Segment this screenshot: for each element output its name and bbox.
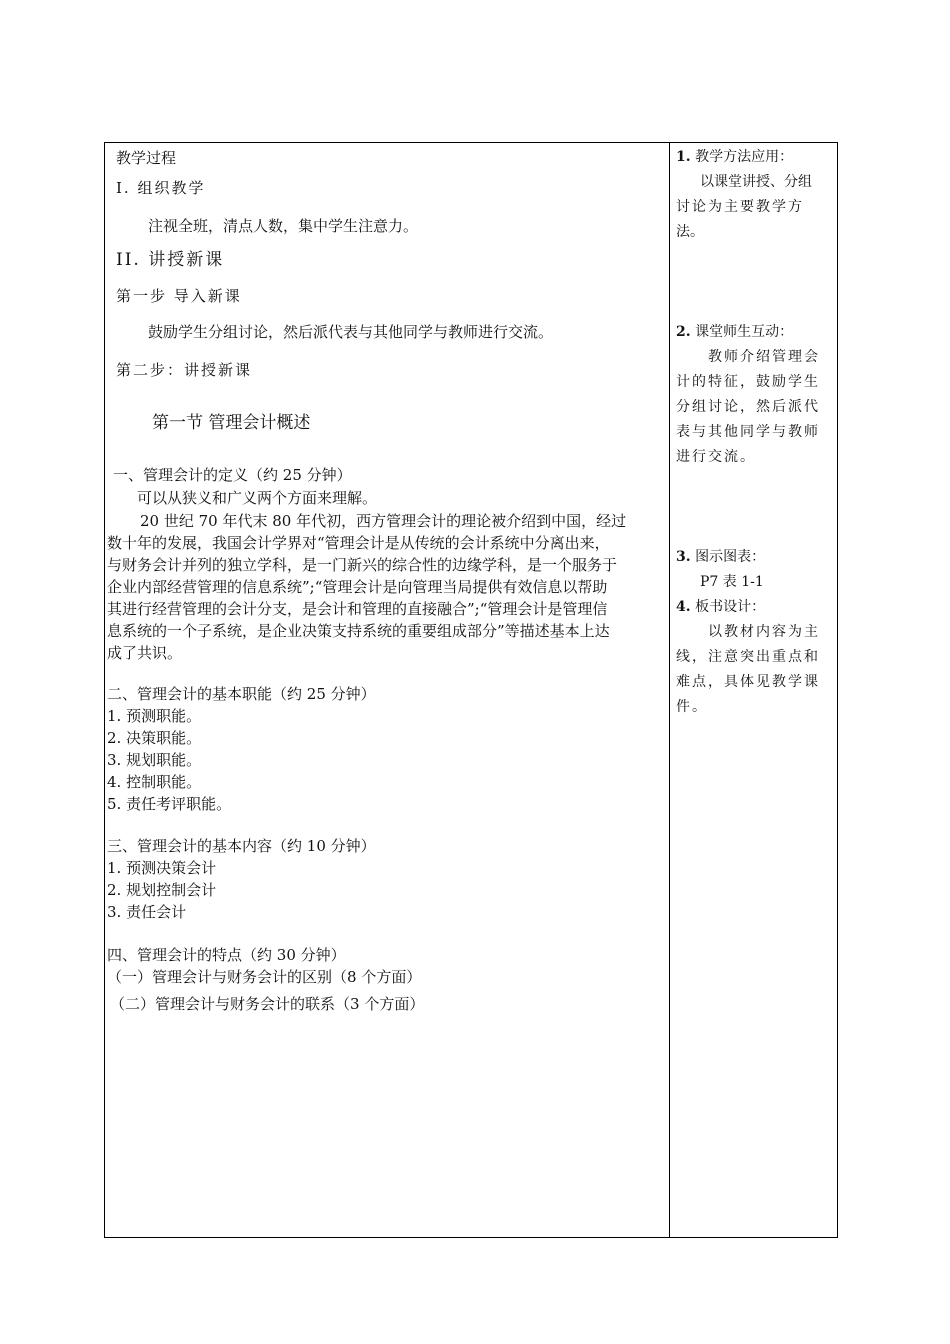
note-2-heading: [676, 320, 793, 345]
note-4-line: 件。: [676, 699, 708, 715]
function-item: 2. 决策职能。: [107, 729, 202, 747]
features-item: （二）管理会计与财务会计的联系（3 个方面）: [110, 995, 425, 1013]
note-2-line: 进行交流。: [676, 449, 756, 465]
definition-line: 数十年的发展，我国会计学界对“管理会计是从传统的会计系统中分离出来，: [107, 534, 610, 552]
note-1-line: 以课堂讲授、分组: [700, 174, 812, 190]
definition-line: 20 世纪 70 年代末 80 年代初，西方管理会计的理论被介绍到中国，经过: [140, 512, 627, 530]
note-4-title: 板书设计：: [695, 599, 766, 615]
features-title: 四、管理会计的特点（约 30 分钟）: [107, 946, 346, 964]
note-4-heading: [676, 595, 765, 620]
note-1-title: 教学方法应用：: [695, 149, 794, 165]
note-2-title: 课堂师生互动：: [695, 324, 794, 340]
functions-title: 二、管理会计的基本职能（约 25 分钟）: [107, 685, 376, 703]
content-title: 三、管理会计的基本内容（约 10 分钟）: [107, 837, 376, 855]
features-item: （一）管理会计与财务会计的区别（8 个方面）: [107, 968, 422, 986]
function-item: 5. 责任考评职能。: [107, 795, 232, 813]
note-number: 1.: [676, 149, 691, 165]
section-2-title: II. 讲授新课: [116, 250, 225, 270]
step-2-title: 第二步：讲授新课: [116, 361, 253, 379]
content-item: 1. 预测决策会计: [107, 859, 217, 877]
note-3-line: P7 表 1-1: [700, 574, 764, 590]
note-3-title: 图示图表：: [695, 549, 766, 565]
note-4-line: 以教材内容为主: [708, 624, 820, 640]
note-2-line: 计的特征，鼓励学生: [676, 374, 820, 390]
note-number: 3.: [676, 549, 691, 565]
column-divider: [669, 142, 670, 1238]
note-number: 2.: [676, 324, 691, 340]
content-item: 3. 责任会计: [107, 903, 187, 921]
step-1-title: 第一步 导入新课: [116, 287, 242, 305]
function-item: 1. 预测职能。: [107, 707, 202, 725]
content-item: 2. 规划控制会计: [107, 881, 217, 899]
note-2-line: 教师介绍管理会: [708, 349, 820, 365]
note-number: 4.: [676, 599, 691, 615]
definition-title: 一、管理会计的定义（约 25 分钟）: [113, 466, 352, 484]
note-2-line: 表与其他同学与教师: [676, 424, 820, 440]
definition-line: 企业内部经营管理的信息系统”;“管理会计是向管理当局提供有效信息以帮助: [107, 578, 608, 596]
chapter-title: 第一节 管理会计概述: [152, 413, 311, 433]
note-1-line: 讨论为主要教学方: [676, 199, 804, 215]
note-4-line: 难点，具体见教学课: [676, 674, 820, 690]
note-2-line: 分组讨论，然后派代: [676, 399, 820, 415]
note-1-heading: [676, 145, 793, 170]
definition-line: 与财务会计并列的独立学科，是一门新兴的综合性的边缘学科，是一个服务于: [107, 556, 618, 574]
section-1-title: I. 组织教学: [116, 179, 206, 197]
definition-intro: 可以从狭义和广义两个方面来理解。: [137, 489, 378, 507]
definition-line: 其进行经营管理的会计分支，是会计和管理的直接融合”;“管理会计是管理信: [107, 600, 608, 618]
step-1-text: 鼓励学生分组讨论，然后派代表与其他同学与教师进行交流。: [148, 323, 554, 341]
section-1-text: 注视全班，清点人数，集中学生注意力。: [148, 217, 419, 235]
note-1-line: 法。: [676, 224, 704, 240]
definition-line: 成了共识。: [107, 644, 183, 662]
note-3-heading: [676, 545, 765, 570]
note-4-line: 线，注意突出重点和: [676, 649, 820, 665]
definition-line: 息系统的一个子系统，是企业决策支持系统的重要组成部分”等描述基本上达: [107, 622, 610, 640]
column-header: 教学过程: [116, 149, 177, 167]
function-item: 4. 控制职能。: [107, 773, 202, 791]
function-item: 3. 规划职能。: [107, 751, 202, 769]
definition-paragraph: [107, 510, 667, 664]
